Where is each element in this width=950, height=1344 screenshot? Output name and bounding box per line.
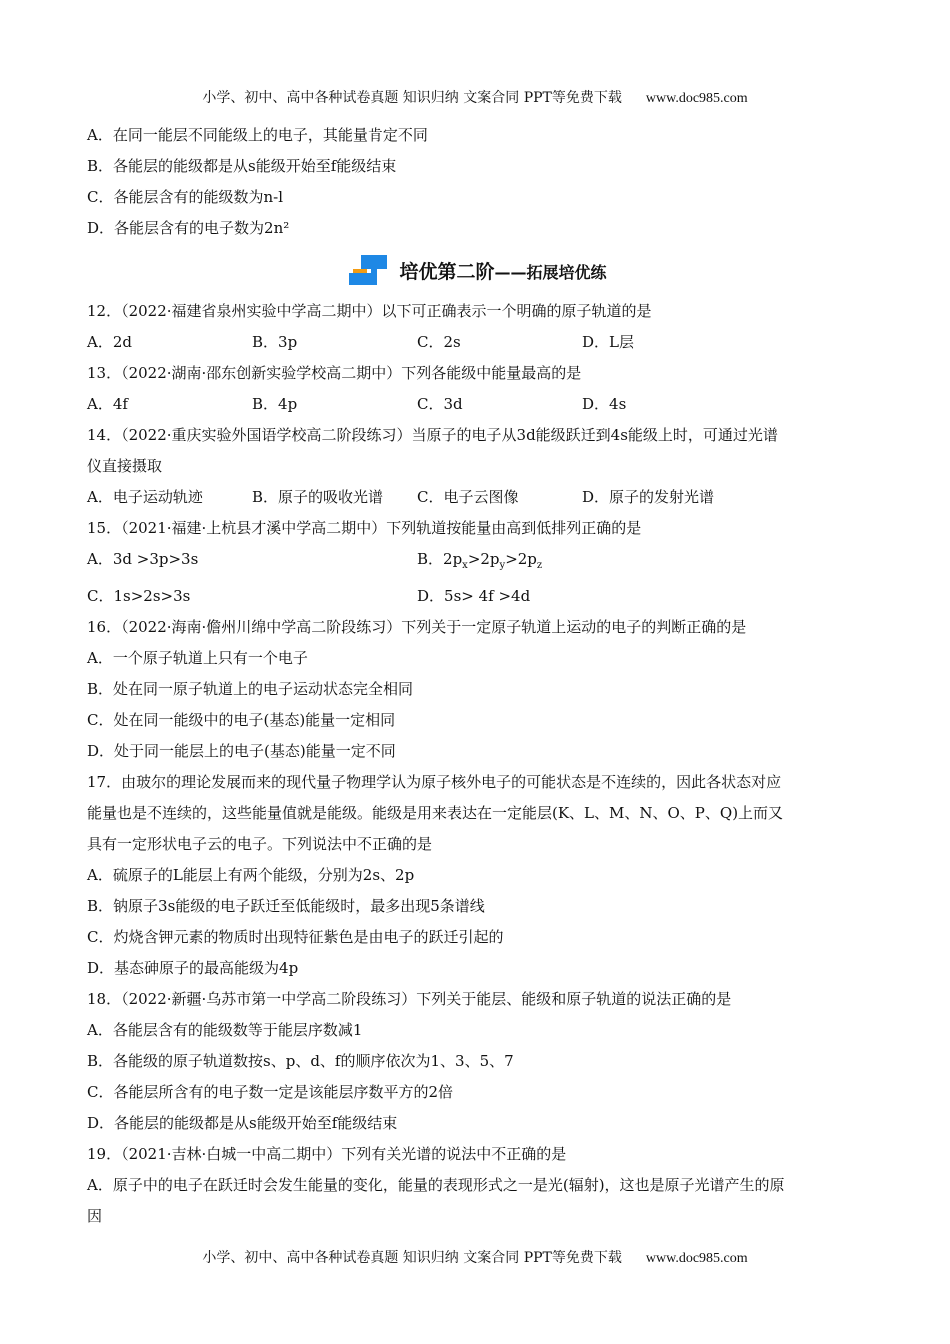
- footer-text: 小学、初中、高中各种试卷真题 知识归纳 文案合同 PPT等免费下载: [202, 1250, 622, 1266]
- question-13-options: [87, 389, 867, 420]
- page-header: [0, 87, 950, 107]
- option-b: B．$2p_x>2p_y>2p_z$: [417, 550, 543, 571]
- question-16-stem: 16．（2022·海南·儋州川绵中学高二阶段练习）下列关于一定原子轨道上运动的电子的判断正确的是: [87, 618, 747, 636]
- question-17-stem-cont: 能量也是不连续的，这些能量值就是能级。能级是用来表达在一定能层(K、L、M、N、O、P、Q)上而又: [87, 804, 784, 822]
- option-c: C．处在同一能级中的电子(基态)能量一定相同: [87, 711, 396, 729]
- question-12-options: [87, 327, 867, 358]
- prev-option-b: B．各能层的能级都是从s能级开始至f能级结束: [87, 157, 397, 175]
- question-15-stem: 15．（2021·福建·上杭县才溪中学高二期中）下列轨道按能量由高到低排列正确的是: [87, 519, 642, 537]
- question-19-stem: 19．（2021·吉林·白城一中高二期中）下列有关光谱的说法中不正确的是: [87, 1145, 567, 1163]
- option-d: D．4s: [582, 395, 627, 413]
- prev-option-d: D．各能层含有的电子数为2n²: [87, 219, 290, 237]
- option-b: B．3p: [252, 333, 298, 351]
- option-a: A．3d >3p>3s: [87, 550, 199, 568]
- option-b: B．钠原子3s能级的电子跃迁至低能级时，最多出现5条谱线: [87, 897, 485, 915]
- question-14-stem-cont: 仪直接摄取: [87, 457, 163, 475]
- option-d: D．5s> 4f >4d: [417, 587, 531, 605]
- question-13-stem: 13．（2022·湖南·邵东创新实验学校高二期中）下列各能级中能量最高的是: [87, 364, 582, 382]
- option-a: A．4f: [87, 395, 128, 413]
- option-c: C．电子云图像: [417, 488, 519, 506]
- option-d: D．各能层的能级都是从s能级开始至f能级结束: [87, 1114, 398, 1132]
- question-15-options-row2: [87, 581, 867, 612]
- option-a: A．硫原子的L能层上有两个能级，分别为2s、2p: [87, 866, 415, 884]
- option-b: B．4p: [252, 395, 298, 413]
- option-a: A．2d: [87, 333, 132, 351]
- question-14-stem: 14．（2022·重庆实验外国语学校高二阶段练习）当原子的电子从3d能级跃迁到4s能级上时，可通过光谱: [87, 426, 778, 444]
- option-b: B．处在同一原子轨道上的电子运动状态完全相同: [87, 680, 414, 698]
- option-b: B．各能级的原子轨道数按s、p、d、f的顺序依次为1、3、5、7: [87, 1052, 514, 1070]
- section-title: 培优第二阶——拓展培优练: [399, 260, 607, 283]
- option-d: D．原子的发射光谱: [582, 488, 715, 506]
- option-b: B．原子的吸收光谱: [252, 488, 384, 506]
- option-d: D．处于同一能层上的电子(基态)能量一定不同: [87, 742, 396, 760]
- option-a: A．原子中的电子在跃迁时会发生能量的变化，能量的表现形式之一是光(辐射)，这也是原子光谱产生的原: [87, 1176, 785, 1194]
- option-c: C．3d: [417, 395, 463, 413]
- footer-url[interactable]: www.doc985.com: [645, 1251, 748, 1266]
- page-footer: [0, 1247, 950, 1267]
- question-17-stem: 17．由玻尔的理论发展而来的现代量子物理学认为原子核外电子的可能状态是不连续的，因此各状态对应: [87, 773, 782, 791]
- question-18-stem: 18．（2022·新疆·乌苏市第一中学高二阶段练习）下列关于能层、能级和原子轨道的说法正确的是: [87, 990, 732, 1008]
- option-a: A．各能层含有的能级数等于能层序数减1: [87, 1021, 363, 1039]
- option-a: A．一个原子轨道上只有一个电子: [87, 649, 308, 667]
- header-url[interactable]: www.doc985.com: [645, 91, 748, 106]
- option-d: D．L层: [582, 333, 634, 351]
- question-17-stem-cont: 具有一定形状电子云的电子。下列说法中不正确的是: [87, 835, 433, 853]
- prev-option-a: A．在同一能层不同能级上的电子，其能量肯定不同: [87, 126, 428, 144]
- option-c: C．各能层所含有的电子数一定是该能层序数平方的2倍: [87, 1083, 454, 1101]
- question-12-stem: 12．（2022·福建省泉州实验中学高二期中）以下可正确表示一个明确的原子轨道的是: [87, 302, 652, 320]
- section-heading: [87, 248, 867, 292]
- section-logo-icon: [347, 253, 391, 287]
- header-text: 小学、初中、高中各种试卷真题 知识归纳 文案合同 PPT等免费下载: [202, 90, 622, 106]
- option-a: A．电子运动轨迹: [87, 488, 203, 506]
- document-body: [87, 120, 867, 1232]
- option-c: C．1s>2s>3s: [87, 587, 191, 605]
- option-c: C．灼烧含钾元素的物质时出现特征紫色是由电子的跃迁引起的: [87, 928, 504, 946]
- prev-option-c: C．各能层含有的能级数为n-l: [87, 188, 284, 206]
- option-d: D．基态砷原子的最高能级为4p: [87, 959, 299, 977]
- question-15-options-row1: [87, 544, 867, 581]
- option-c: C．2s: [417, 333, 461, 351]
- option-a-cont: 因: [87, 1207, 103, 1225]
- question-14-options: [87, 482, 867, 513]
